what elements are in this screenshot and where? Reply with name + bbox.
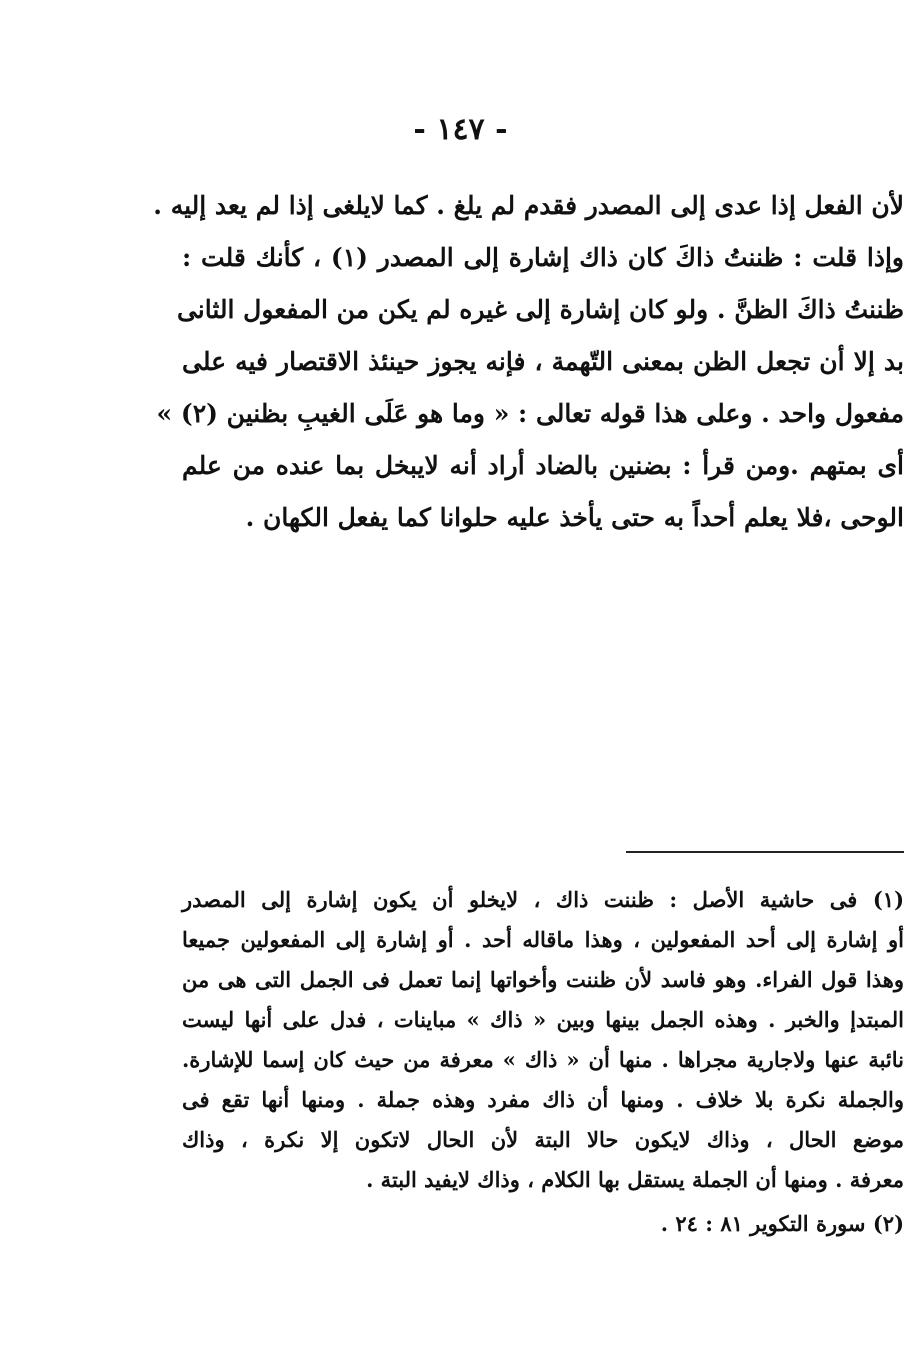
- page-number: - ١٤٧ -: [413, 112, 508, 147]
- footnote-1-line: معرفة . ومنها أن الجملة يستقل بها الكلام ، وذاك لايفيد البتة .: [366, 1167, 904, 1192]
- footnote-1-line: نائبة عنها ولاجارية مجراها . منها أن « ذاك » معرفة من حيث كان إسما للإشارة.: [182, 1047, 904, 1072]
- footnote-1-line: أو إشارة إلى أحد المفعولين ، وهذا ماقاله أحد . أو إشارة إلى المفعولين جميعا: [182, 927, 904, 952]
- footnote-1-line: وهذا قول الفراء. وهو فاسد لأن ظننت وأخواتها إنما تعمل فى الجمل التى هى من: [182, 967, 904, 992]
- footnote-1-line: والجملة نكرة بلا خلاف . ومنها أن ذاك مفرد وهذه جملة . ومنها أنها تقع فى: [182, 1087, 904, 1112]
- main-text-line: أى بمتهم .ومن قرأ : بضنين بالضاد أراد أنه لايبخل بما عنده من علم: [182, 451, 904, 480]
- main-text-line: مفعول واحد . وعلى هذا قوله تعالى : « وما هو عَلَى الغيبِ بظنين (٢) »: [156, 399, 904, 428]
- main-text-line: الوحى ،فلا يعلم أحداً به حتى يأخذ عليه حلوانا كما يفعل الكهان .: [245, 503, 904, 532]
- footnote-1-line: موضع الحال ، وذاك لايكون حالا البتة لأن الحال لاتكون إلا نكرة ، وذاك: [182, 1127, 904, 1152]
- footnote-1-line: (١) فى حاشية الأصل : ظننت ذاك ، لايخلو أن يكون إشارة إلى المصدر: [182, 887, 904, 912]
- footnote-2: (٢) سورة التكوير ٨١ : ٢٤ .: [660, 1211, 904, 1236]
- main-text-line: بد إلا أن تجعل الظن بمعنى التّهمة ، فإنه يجوز حينئذ الاقتصار فيه على: [182, 347, 904, 376]
- main-text-line: لأن الفعل إذا عدى إلى المصدر فقدم لم يلغ . كما لايلغى إذا لم يعد إليه .: [153, 191, 904, 220]
- main-text-line: ظننتُ ذاكَ الظنَّ . ولو كان إشارة إلى غيره لم يكن من المفعول الثانى: [176, 295, 904, 324]
- main-text-block: [153, 180, 905, 544]
- footnotes-block: [182, 880, 904, 1244]
- footnote-1-line: المبتدإ والخبر . وهذه الجمل بينها وبين « ذاك » مباينات ، فدل على أنها ليست: [182, 1007, 904, 1032]
- footnote-divider: [626, 851, 904, 853]
- main-text-line: وإذا قلت : ظننتُ ذاكَ كان ذاك إشارة إلى المصدر (١) ، كأنك قلت :: [182, 243, 905, 272]
